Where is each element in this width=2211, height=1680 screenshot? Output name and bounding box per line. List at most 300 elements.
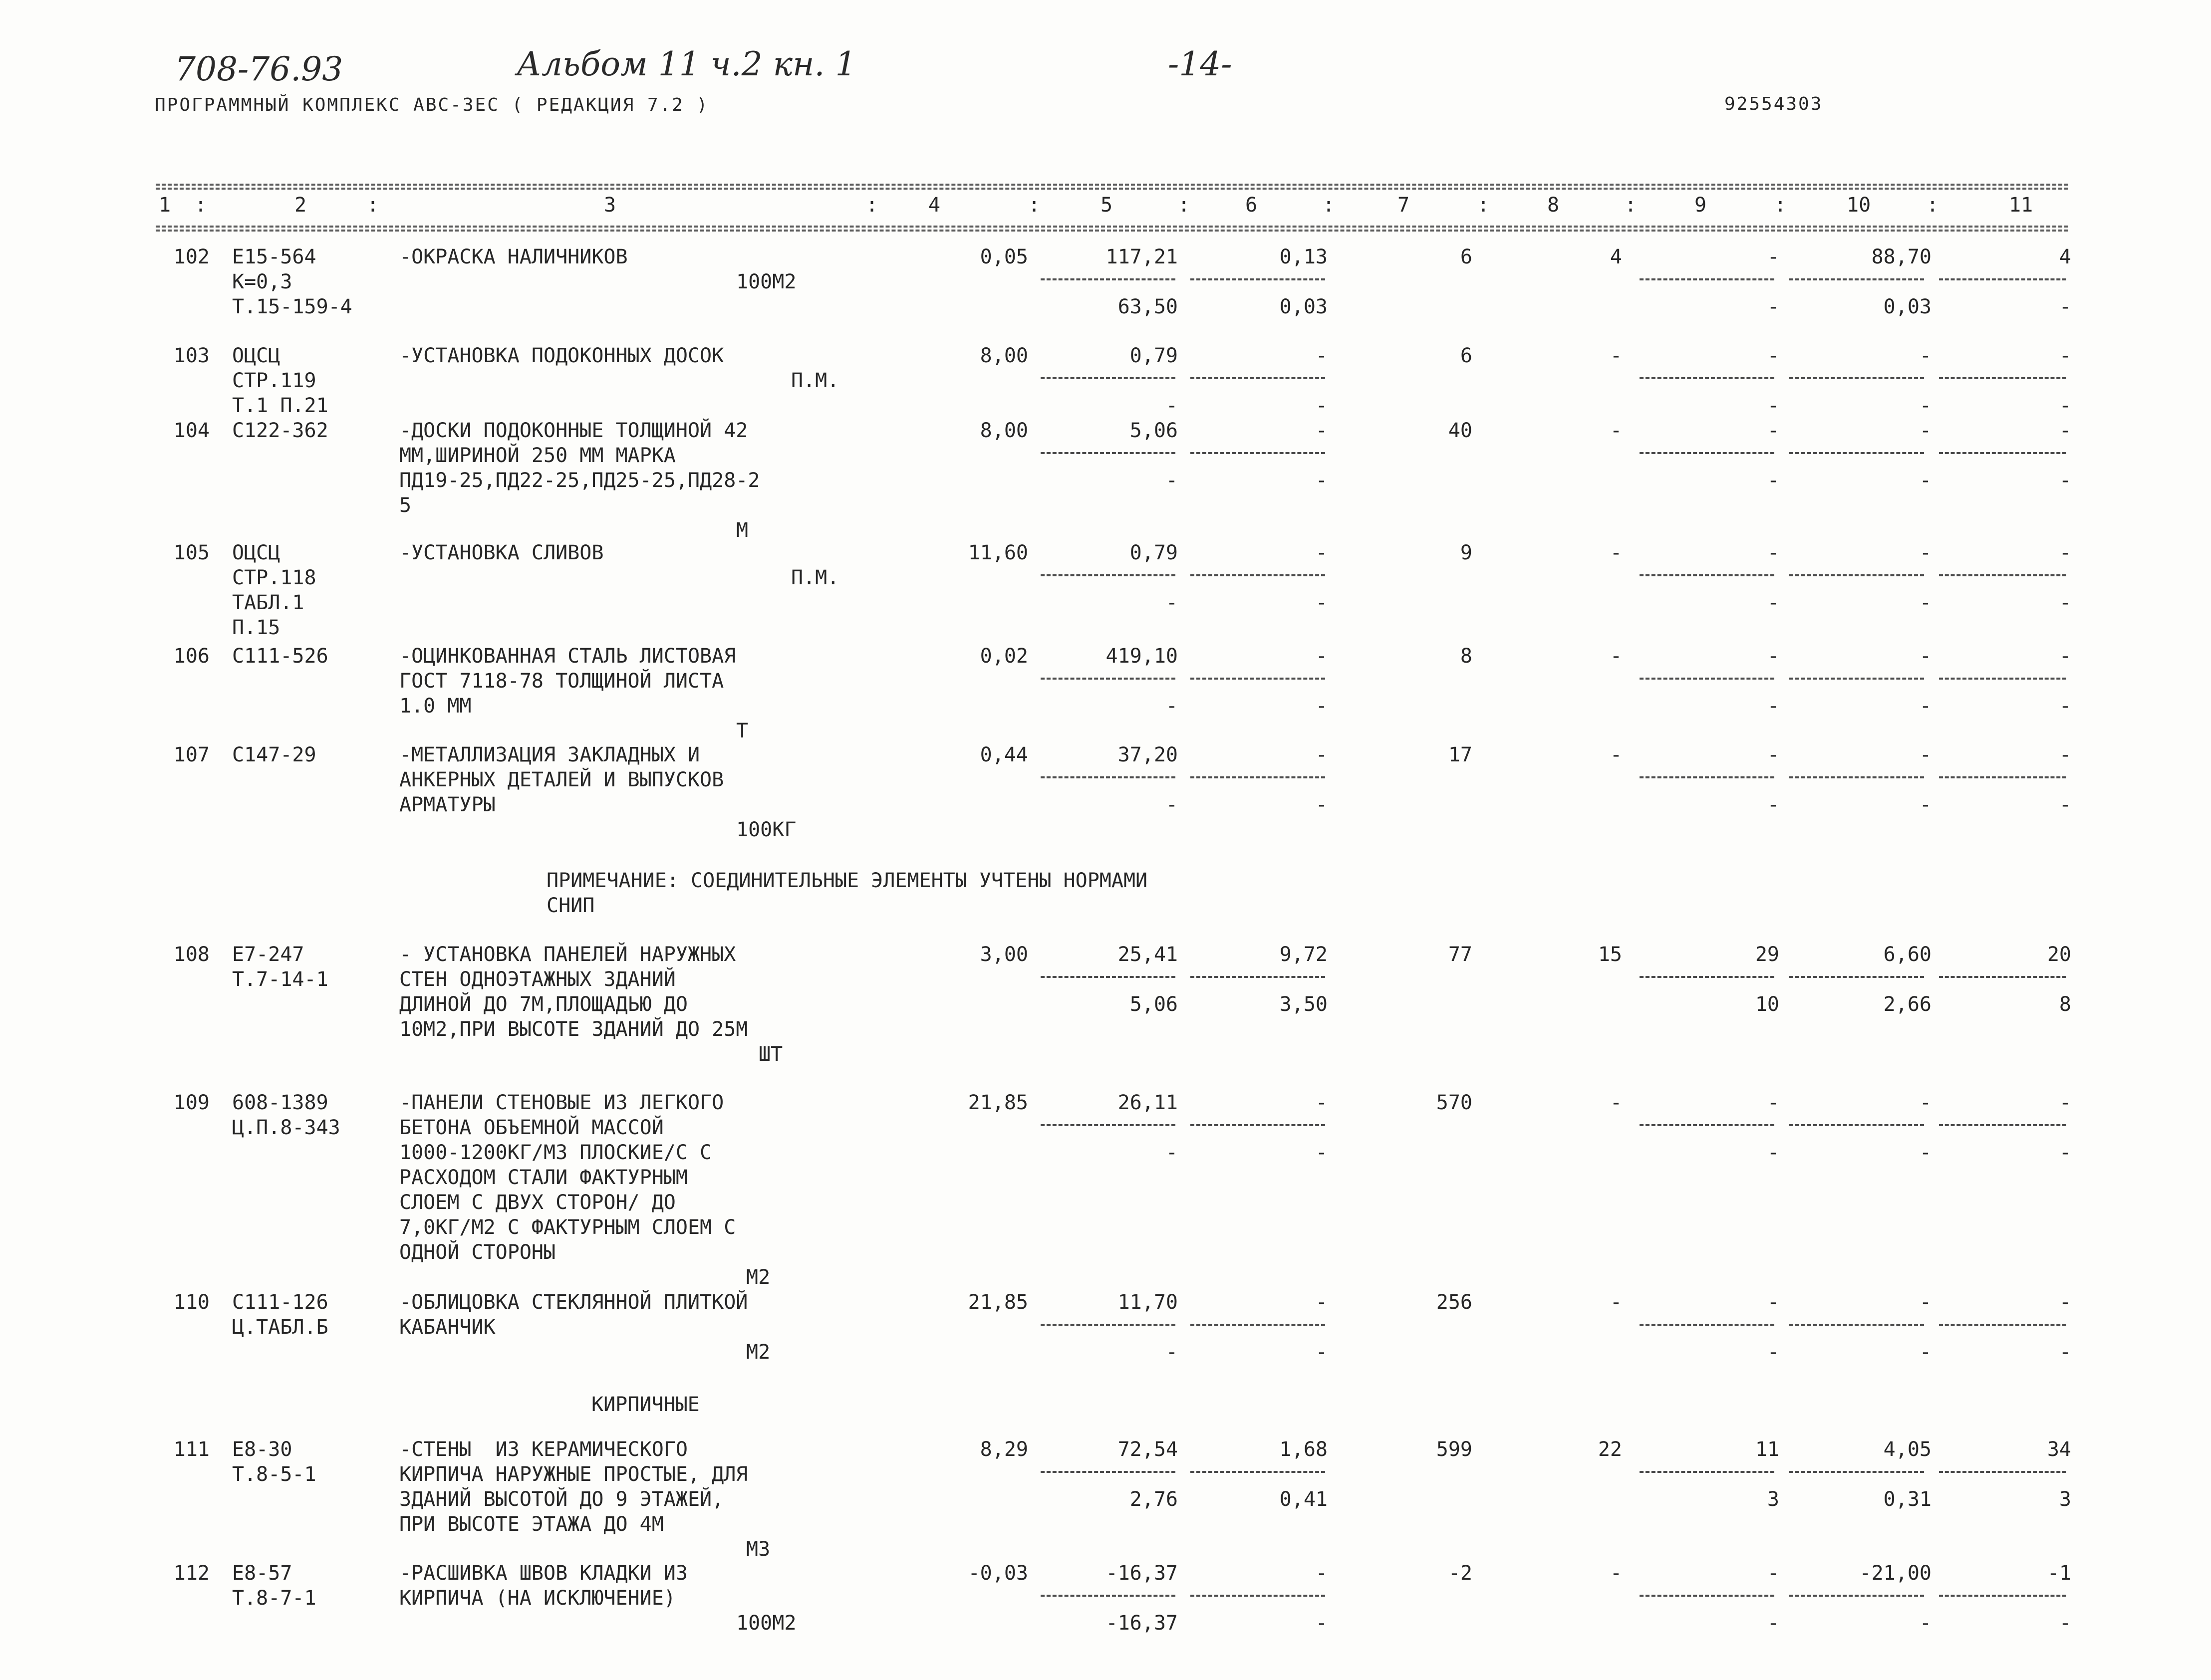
machine-wages: - (1315, 1612, 1328, 1635)
unit-cost-total: 419,10 (1106, 645, 1178, 668)
total-cost: 570 (1436, 1091, 1472, 1114)
unit-of-measure: М (736, 519, 749, 542)
machine-cost: - (1315, 1562, 1328, 1585)
wages-total: - (1610, 344, 1622, 367)
sub-rule (1789, 1595, 1924, 1597)
row-number: 110 (173, 1291, 210, 1314)
machine-wages-total: 10 (1755, 993, 1779, 1016)
labor-per-unit: - (1919, 1091, 1932, 1114)
sub-rule (1640, 278, 1774, 280)
labor-machinist-per-unit: - (1919, 793, 1932, 816)
machine-wages: - (1315, 469, 1328, 492)
machine-wages-total: - (1767, 695, 1779, 718)
row-number: 105 (173, 541, 210, 564)
labor-machinist-per-unit: 0,31 (1883, 1488, 1932, 1511)
program-title: ПРОГРАММНЫЙ КОМПЛЕКС АВС-3ЕС ( РЕДАКЦИЯ 7.2 ) (155, 95, 709, 115)
sub-rule (1789, 1324, 1924, 1326)
work-description: СЛОЕМ С ДВУХ СТОРОН/ ДО (399, 1191, 676, 1214)
sub-rule (1041, 1471, 1175, 1473)
column-header-2: 2 (294, 194, 307, 217)
labor-machinist-total: - (2059, 591, 2071, 614)
wages-total: 4 (1610, 245, 1622, 268)
unit-cost-wages: - (1165, 1341, 1178, 1364)
work-description: - УСТАНОВКА ПАНЕЛЕЙ НАРУЖНЫХ (399, 943, 736, 966)
labor-total: 4 (2059, 245, 2071, 268)
machine-wages: 0,41 (1279, 1488, 1328, 1511)
unit-cost-total: 37,20 (1117, 743, 1178, 766)
total-cost: 40 (1448, 419, 1472, 442)
column-header-1: 1 (159, 194, 171, 217)
labor-machinist-per-unit: - (1919, 695, 1932, 718)
labor-machinist-per-unit: - (1919, 1612, 1932, 1635)
unit-of-measure: Т (736, 720, 749, 742)
sub-rule (1939, 976, 2066, 978)
work-description: 5 (399, 494, 412, 517)
work-description: КАБАНЧИК (399, 1316, 496, 1339)
column-separator: : (1927, 194, 1939, 217)
norm-code: Е8-30 (232, 1438, 292, 1461)
sub-rule (1640, 1595, 1774, 1597)
machine-total: - (1767, 1562, 1779, 1585)
norm-code: СТР.119 (232, 369, 316, 392)
work-description: СТЕН ОДНОЭТАЖНЫХ ЗДАНИЙ (399, 968, 676, 991)
norm-code: С111-526 (232, 645, 328, 668)
quantity: 11,60 (968, 541, 1028, 564)
total-cost: 6 (1460, 245, 1472, 268)
labor-machinist-per-unit: - (1919, 1341, 1932, 1364)
labor-machinist-per-unit: 0,03 (1883, 295, 1932, 318)
header-rule-bottom (156, 226, 2068, 228)
unit-cost-wages: 2,76 (1129, 1488, 1178, 1511)
unit-of-measure: ШТ (759, 1043, 783, 1066)
work-description: ММ,ШИРИНОЙ 250 ММ МАРКА (399, 444, 676, 467)
column-separator: : (1774, 194, 1787, 217)
machine-cost: 0,13 (1279, 245, 1328, 268)
unit-cost-total: 26,11 (1117, 1091, 1178, 1114)
work-description: КИРПИЧА НАРУЖНЫЕ ПРОСТЫЕ, ДЛЯ (399, 1463, 748, 1486)
labor-per-unit: 6,60 (1883, 943, 1932, 966)
row-number: 104 (173, 419, 210, 442)
unit-of-measure: 100М2 (736, 1612, 797, 1635)
unit-cost-wages: - (1165, 469, 1178, 492)
unit-cost-total: 5,06 (1129, 419, 1178, 442)
column-header-3: 3 (604, 194, 616, 217)
work-description: -УСТАНОВКА СЛИВОВ (399, 541, 604, 564)
unit-cost-total: -16,37 (1106, 1562, 1178, 1585)
labor-total: - (2059, 645, 2071, 668)
work-description: ЗДАНИЙ ВЫСОТОЙ ДО 9 ЭТАЖЕЙ, (399, 1488, 724, 1511)
machine-wages: 3,50 (1279, 993, 1328, 1016)
work-description: 10М2,ПРИ ВЫСОТЕ ЗДАНИЙ ДО 25М (399, 1018, 748, 1041)
labor-total: 20 (2047, 943, 2071, 966)
machine-total: - (1767, 645, 1779, 668)
wages-total: - (1610, 1562, 1622, 1585)
norm-code: С111-126 (232, 1291, 328, 1314)
labor-machinist-total: 8 (2059, 993, 2071, 1016)
unit-cost-total: 11,70 (1117, 1291, 1178, 1314)
work-description: ДЛИНОЙ ДО 7М,ПЛОЩАДЬЮ ДО (399, 993, 688, 1016)
wages-total: 15 (1598, 943, 1622, 966)
work-description: -ПАНЕЛИ СТЕНОВЫЕ ИЗ ЛЕГКОГО (399, 1091, 724, 1114)
sub-rule (1789, 1471, 1924, 1473)
labor-total: -1 (2047, 1562, 2071, 1585)
sub-rule (1041, 1595, 1175, 1597)
machine-cost: - (1315, 1291, 1328, 1314)
sub-rule (1041, 678, 1175, 680)
work-description: АНКЕРНЫХ ДЕТАЛЕЙ И ВЫПУСКОВ (399, 768, 724, 791)
norm-code: Т.15-159-4 (232, 295, 352, 318)
work-description: -СТЕНЫ ИЗ КЕРАМИЧЕСКОГО (399, 1438, 688, 1461)
machine-total: 11 (1755, 1438, 1779, 1461)
labor-per-unit: - (1919, 344, 1932, 367)
wages-total: - (1610, 743, 1622, 766)
total-cost: 17 (1448, 743, 1472, 766)
labor-total: - (2059, 1291, 2071, 1314)
total-cost: 599 (1436, 1438, 1472, 1461)
row-number: 112 (173, 1562, 210, 1585)
column-header-8: 8 (1547, 194, 1560, 217)
wages-total: - (1610, 419, 1622, 442)
sub-rule (1789, 452, 1924, 454)
machine-total: 29 (1755, 943, 1779, 966)
handwritten-code: 708-76.93 (175, 50, 343, 88)
machine-wages-total: - (1767, 469, 1779, 492)
labor-machinist-total: - (2059, 1612, 2071, 1635)
sub-rule (1939, 1595, 2066, 1597)
labor-machinist-per-unit: 2,66 (1883, 993, 1932, 1016)
unit-cost-total: 117,21 (1106, 245, 1178, 268)
quantity: 21,85 (968, 1291, 1028, 1314)
column-separator: : (367, 194, 379, 217)
column-header-11: 11 (2009, 194, 2033, 217)
work-description: КИРПИЧА (НА ИСКЛЮЧЕНИЕ) (399, 1587, 676, 1610)
sub-rule (1939, 1471, 2066, 1473)
machine-total: - (1767, 541, 1779, 564)
sub-rule (1190, 574, 1325, 576)
machine-total: - (1767, 1091, 1779, 1114)
quantity: 0,02 (980, 645, 1028, 668)
unit-cost-wages: - (1165, 394, 1178, 417)
column-header-4: 4 (928, 194, 941, 217)
work-description: АРМАТУРЫ (399, 793, 496, 816)
work-description: -ОКРАСКА НАЛИЧНИКОВ (399, 245, 628, 268)
sub-rule (1190, 1471, 1325, 1473)
unit-cost-wages: - (1165, 591, 1178, 614)
sub-rule (1190, 1124, 1325, 1126)
labor-machinist-per-unit: - (1919, 469, 1932, 492)
total-cost: 6 (1460, 344, 1472, 367)
row-number: 106 (173, 645, 210, 668)
unit-cost-wages: - (1165, 793, 1178, 816)
row-number: 111 (173, 1438, 210, 1461)
unit-cost-total: 72,54 (1117, 1438, 1178, 1461)
machine-wages-total: - (1767, 1612, 1779, 1635)
labor-per-unit: 4,05 (1883, 1438, 1932, 1461)
sub-rule (1041, 574, 1175, 576)
labor-machinist-total: - (2059, 1341, 2071, 1364)
work-description: ПРИ ВЫСОТЕ ЭТАЖА ДО 4М (399, 1513, 664, 1536)
labor-per-unit: - (1919, 1291, 1932, 1314)
work-description: БЕТОНА ОБЪЕМНОЙ МАССОЙ (399, 1116, 664, 1139)
row-number: 103 (173, 344, 210, 367)
total-cost: -2 (1448, 1562, 1472, 1585)
sub-rule (1041, 976, 1175, 978)
work-description: -РАСШИВКА ШВОВ КЛАДКИ ИЗ (399, 1562, 688, 1585)
column-separator: : (1323, 194, 1335, 217)
quantity: 8,00 (980, 419, 1028, 442)
sub-rule (1041, 1324, 1175, 1326)
labor-per-unit: - (1919, 743, 1932, 766)
sub-rule (1789, 976, 1924, 978)
work-description: -ДОСКИ ПОДОКОННЫЕ ТОЛЩИНОЙ 42 (399, 419, 748, 442)
machine-cost: 1,68 (1279, 1438, 1328, 1461)
sub-rule (1190, 776, 1325, 778)
machine-cost: - (1315, 541, 1328, 564)
labor-per-unit: 88,70 (1871, 245, 1932, 268)
norm-code: Е8-57 (232, 1562, 292, 1585)
quantity: 0,44 (980, 743, 1028, 766)
labor-total: - (2059, 743, 2071, 766)
column-separator: : (1477, 194, 1490, 217)
sub-rule (1041, 278, 1175, 280)
labor-per-unit: - (1919, 419, 1932, 442)
unit-of-measure: 100КГ (736, 818, 797, 841)
machine-wages: - (1315, 793, 1328, 816)
labor-machinist-total: - (2059, 695, 2071, 718)
labor-machinist-total: - (2059, 1141, 2071, 1164)
column-header-9: 9 (1694, 194, 1707, 217)
labor-per-unit: - (1919, 645, 1932, 668)
sub-rule (1939, 377, 2066, 379)
sub-rule (1789, 278, 1924, 280)
labor-machinist-total: - (2059, 394, 2071, 417)
sub-rule (1041, 776, 1175, 778)
machine-wages: - (1315, 1141, 1328, 1164)
sub-rule (1640, 1124, 1774, 1126)
work-description: ГОСТ 7118-78 ТОЛЩИНОЙ ЛИСТА (399, 670, 724, 693)
quantity: 8,29 (980, 1438, 1028, 1461)
sub-rule (1190, 678, 1325, 680)
unit-cost-wages: - (1165, 695, 1178, 718)
labor-per-unit: - (1919, 541, 1932, 564)
column-separator: : (866, 194, 878, 217)
work-description: -МЕТАЛЛИЗАЦИЯ ЗАКЛАДНЫХ И (399, 743, 700, 766)
unit-cost-wages: -16,37 (1106, 1612, 1178, 1635)
row-number: 102 (173, 245, 210, 268)
labor-machinist-per-unit: - (1919, 591, 1932, 614)
unit-of-measure: 100М2 (736, 270, 797, 293)
column-separator: : (1178, 194, 1190, 217)
machine-wages: 0,03 (1279, 295, 1328, 318)
sub-rule (1939, 452, 2066, 454)
sub-rule (1640, 678, 1774, 680)
quantity: -0,03 (968, 1562, 1028, 1585)
machine-wages-total: - (1767, 793, 1779, 816)
column-header-6: 6 (1245, 194, 1258, 217)
machine-total: - (1767, 419, 1779, 442)
quantity: 3,00 (980, 943, 1028, 966)
machine-wages: - (1315, 1341, 1328, 1364)
machine-cost: - (1315, 645, 1328, 668)
row-number: 109 (173, 1091, 210, 1114)
machine-total: - (1767, 245, 1779, 268)
sub-rule (1190, 377, 1325, 379)
sub-rule (1190, 452, 1325, 454)
work-description: -ОБЛИЦОВКА СТЕКЛЯННОЙ ПЛИТКОЙ (399, 1291, 748, 1314)
quantity: 0,05 (980, 245, 1028, 268)
norm-code: К=0,3 (232, 270, 292, 293)
unit-of-measure: М2 (746, 1341, 771, 1364)
total-cost: 256 (1436, 1291, 1472, 1314)
total-cost: 8 (1460, 645, 1472, 668)
sub-rule (1041, 377, 1175, 379)
labor-machinist-total: - (2059, 793, 2071, 816)
machine-wages: - (1315, 394, 1328, 417)
handwritten-page-number: -14- (1168, 45, 1232, 83)
header-rule-bottom-2 (156, 230, 2068, 232)
machine-total: - (1767, 743, 1779, 766)
sub-rule (1939, 574, 2066, 576)
labor-machinist-total: - (2059, 469, 2071, 492)
unit-cost-total: 0,79 (1129, 541, 1178, 564)
norm-code: С147-29 (232, 743, 316, 766)
note-line-1: ПРИМЕЧАНИЕ: СОЕДИНИТЕЛЬНЫЕ ЭЛЕМЕНТЫ УЧТЕНЫ НОРМАМИ (547, 869, 1148, 892)
wages-total: - (1610, 1091, 1622, 1114)
unit-of-measure: М3 (746, 1538, 771, 1561)
norm-code: ТАБЛ.1 (232, 591, 304, 614)
norm-code: 608-1389 (232, 1091, 328, 1114)
wages-total: 22 (1598, 1438, 1622, 1461)
note-line-2: СНИП (547, 894, 595, 917)
machine-wages: - (1315, 695, 1328, 718)
section-title: КИРПИЧНЫЕ (591, 1393, 700, 1416)
work-description: -УСТАНОВКА ПОДОКОННЫХ ДОСОК (399, 344, 724, 367)
norm-code: П.15 (232, 616, 280, 639)
sub-rule (1789, 776, 1924, 778)
norm-code: ОЦСЦ (232, 344, 280, 367)
sub-rule (1640, 976, 1774, 978)
row-number: 108 (173, 943, 210, 966)
column-separator: : (1028, 194, 1041, 217)
labor-total: 34 (2047, 1438, 2071, 1461)
machine-cost: - (1315, 344, 1328, 367)
wages-total: - (1610, 1291, 1622, 1314)
norm-code: Ц.ТАБЛ.Б (232, 1316, 328, 1339)
machine-wages-total: 3 (1767, 1488, 1779, 1511)
unit-of-measure: М2 (746, 1266, 771, 1289)
labor-machinist-per-unit: - (1919, 394, 1932, 417)
unit-of-measure: П.М. (791, 369, 839, 392)
quantity: 21,85 (968, 1091, 1028, 1114)
sub-rule (1190, 976, 1325, 978)
machine-cost: 9,72 (1279, 943, 1328, 966)
labor-total: - (2059, 419, 2071, 442)
sub-rule (1640, 1471, 1774, 1473)
column-separator: : (1625, 194, 1637, 217)
labor-total: - (2059, 541, 2071, 564)
column-header-5: 5 (1101, 194, 1113, 217)
sub-rule (1190, 1324, 1325, 1326)
sub-rule (1640, 1324, 1774, 1326)
labor-per-unit: -21,00 (1859, 1562, 1932, 1585)
labor-machinist-total: - (2059, 295, 2071, 318)
norm-code: ОЦСЦ (232, 541, 280, 564)
machine-total: - (1767, 344, 1779, 367)
sub-rule (1789, 377, 1924, 379)
sub-rule (1939, 1124, 2066, 1126)
unit-cost-wages: - (1165, 1141, 1178, 1164)
sub-rule (1789, 574, 1924, 576)
labor-machinist-total: 3 (2059, 1488, 2071, 1511)
wages-total: - (1610, 645, 1622, 668)
unit-cost-wages: 5,06 (1129, 993, 1178, 1016)
sub-rule (1041, 1124, 1175, 1126)
unit-of-measure: П.М. (791, 566, 839, 589)
machine-wages-total: - (1767, 394, 1779, 417)
unit-cost-total: 25,41 (1117, 943, 1178, 966)
labor-machinist-per-unit: - (1919, 1141, 1932, 1164)
column-header-7: 7 (1397, 194, 1410, 217)
handwritten-album: Альбом 11 ч.2 кн. 1 (517, 45, 856, 83)
norm-code: Т.7-14-1 (232, 968, 328, 991)
sub-rule (1939, 776, 2066, 778)
machine-cost: - (1315, 743, 1328, 766)
work-description: ПД19-25,ПД22-25,ПД25-25,ПД28-2 (399, 469, 760, 492)
machine-cost: - (1315, 419, 1328, 442)
sub-rule (1939, 278, 2066, 280)
header-rule-top (156, 184, 2068, 186)
norm-code: Е15-564 (232, 245, 316, 268)
unit-cost-wages: 63,50 (1117, 295, 1178, 318)
sub-rule (1640, 377, 1774, 379)
header-rule-top-2 (156, 188, 2068, 190)
norm-code: С122-362 (232, 419, 328, 442)
machine-wages: - (1315, 591, 1328, 614)
sub-rule (1190, 278, 1325, 280)
sub-rule (1041, 452, 1175, 454)
total-cost: 9 (1460, 541, 1472, 564)
total-cost: 77 (1448, 943, 1472, 966)
norm-code: Ц.П.8-343 (232, 1116, 340, 1139)
machine-cost: - (1315, 1091, 1328, 1114)
norm-code: Е7-247 (232, 943, 304, 966)
sub-rule (1789, 1124, 1924, 1126)
labor-total: - (2059, 1091, 2071, 1114)
column-separator: : (195, 194, 207, 217)
machine-total: - (1767, 1291, 1779, 1314)
norm-code: Т.1 П.21 (232, 394, 328, 417)
sub-rule (1640, 452, 1774, 454)
sub-rule (1190, 1595, 1325, 1597)
sub-rule (1939, 678, 2066, 680)
norm-code: Т.8-5-1 (232, 1463, 316, 1486)
column-header-10: 10 (1847, 194, 1871, 217)
sub-rule (1640, 776, 1774, 778)
work-description: 1000-1200КГ/М3 ПЛОСКИЕ/С С (399, 1141, 712, 1164)
work-description: 1.0 ММ (399, 695, 472, 718)
machine-wages-total: - (1767, 591, 1779, 614)
labor-total: - (2059, 344, 2071, 367)
work-description: ОДНОЙ СТОРОНЫ (399, 1241, 556, 1264)
quantity: 8,00 (980, 344, 1028, 367)
unit-cost-total: 0,79 (1129, 344, 1178, 367)
machine-wages-total: - (1767, 1341, 1779, 1364)
norm-code: СТР.118 (232, 566, 316, 589)
sub-rule (1939, 1324, 2066, 1326)
work-description: 7,0КГ/М2 С ФАКТУРНЫМ СЛОЕМ С (399, 1216, 736, 1239)
document-number: 92554303 (1724, 94, 1823, 114)
sub-rule (1640, 574, 1774, 576)
